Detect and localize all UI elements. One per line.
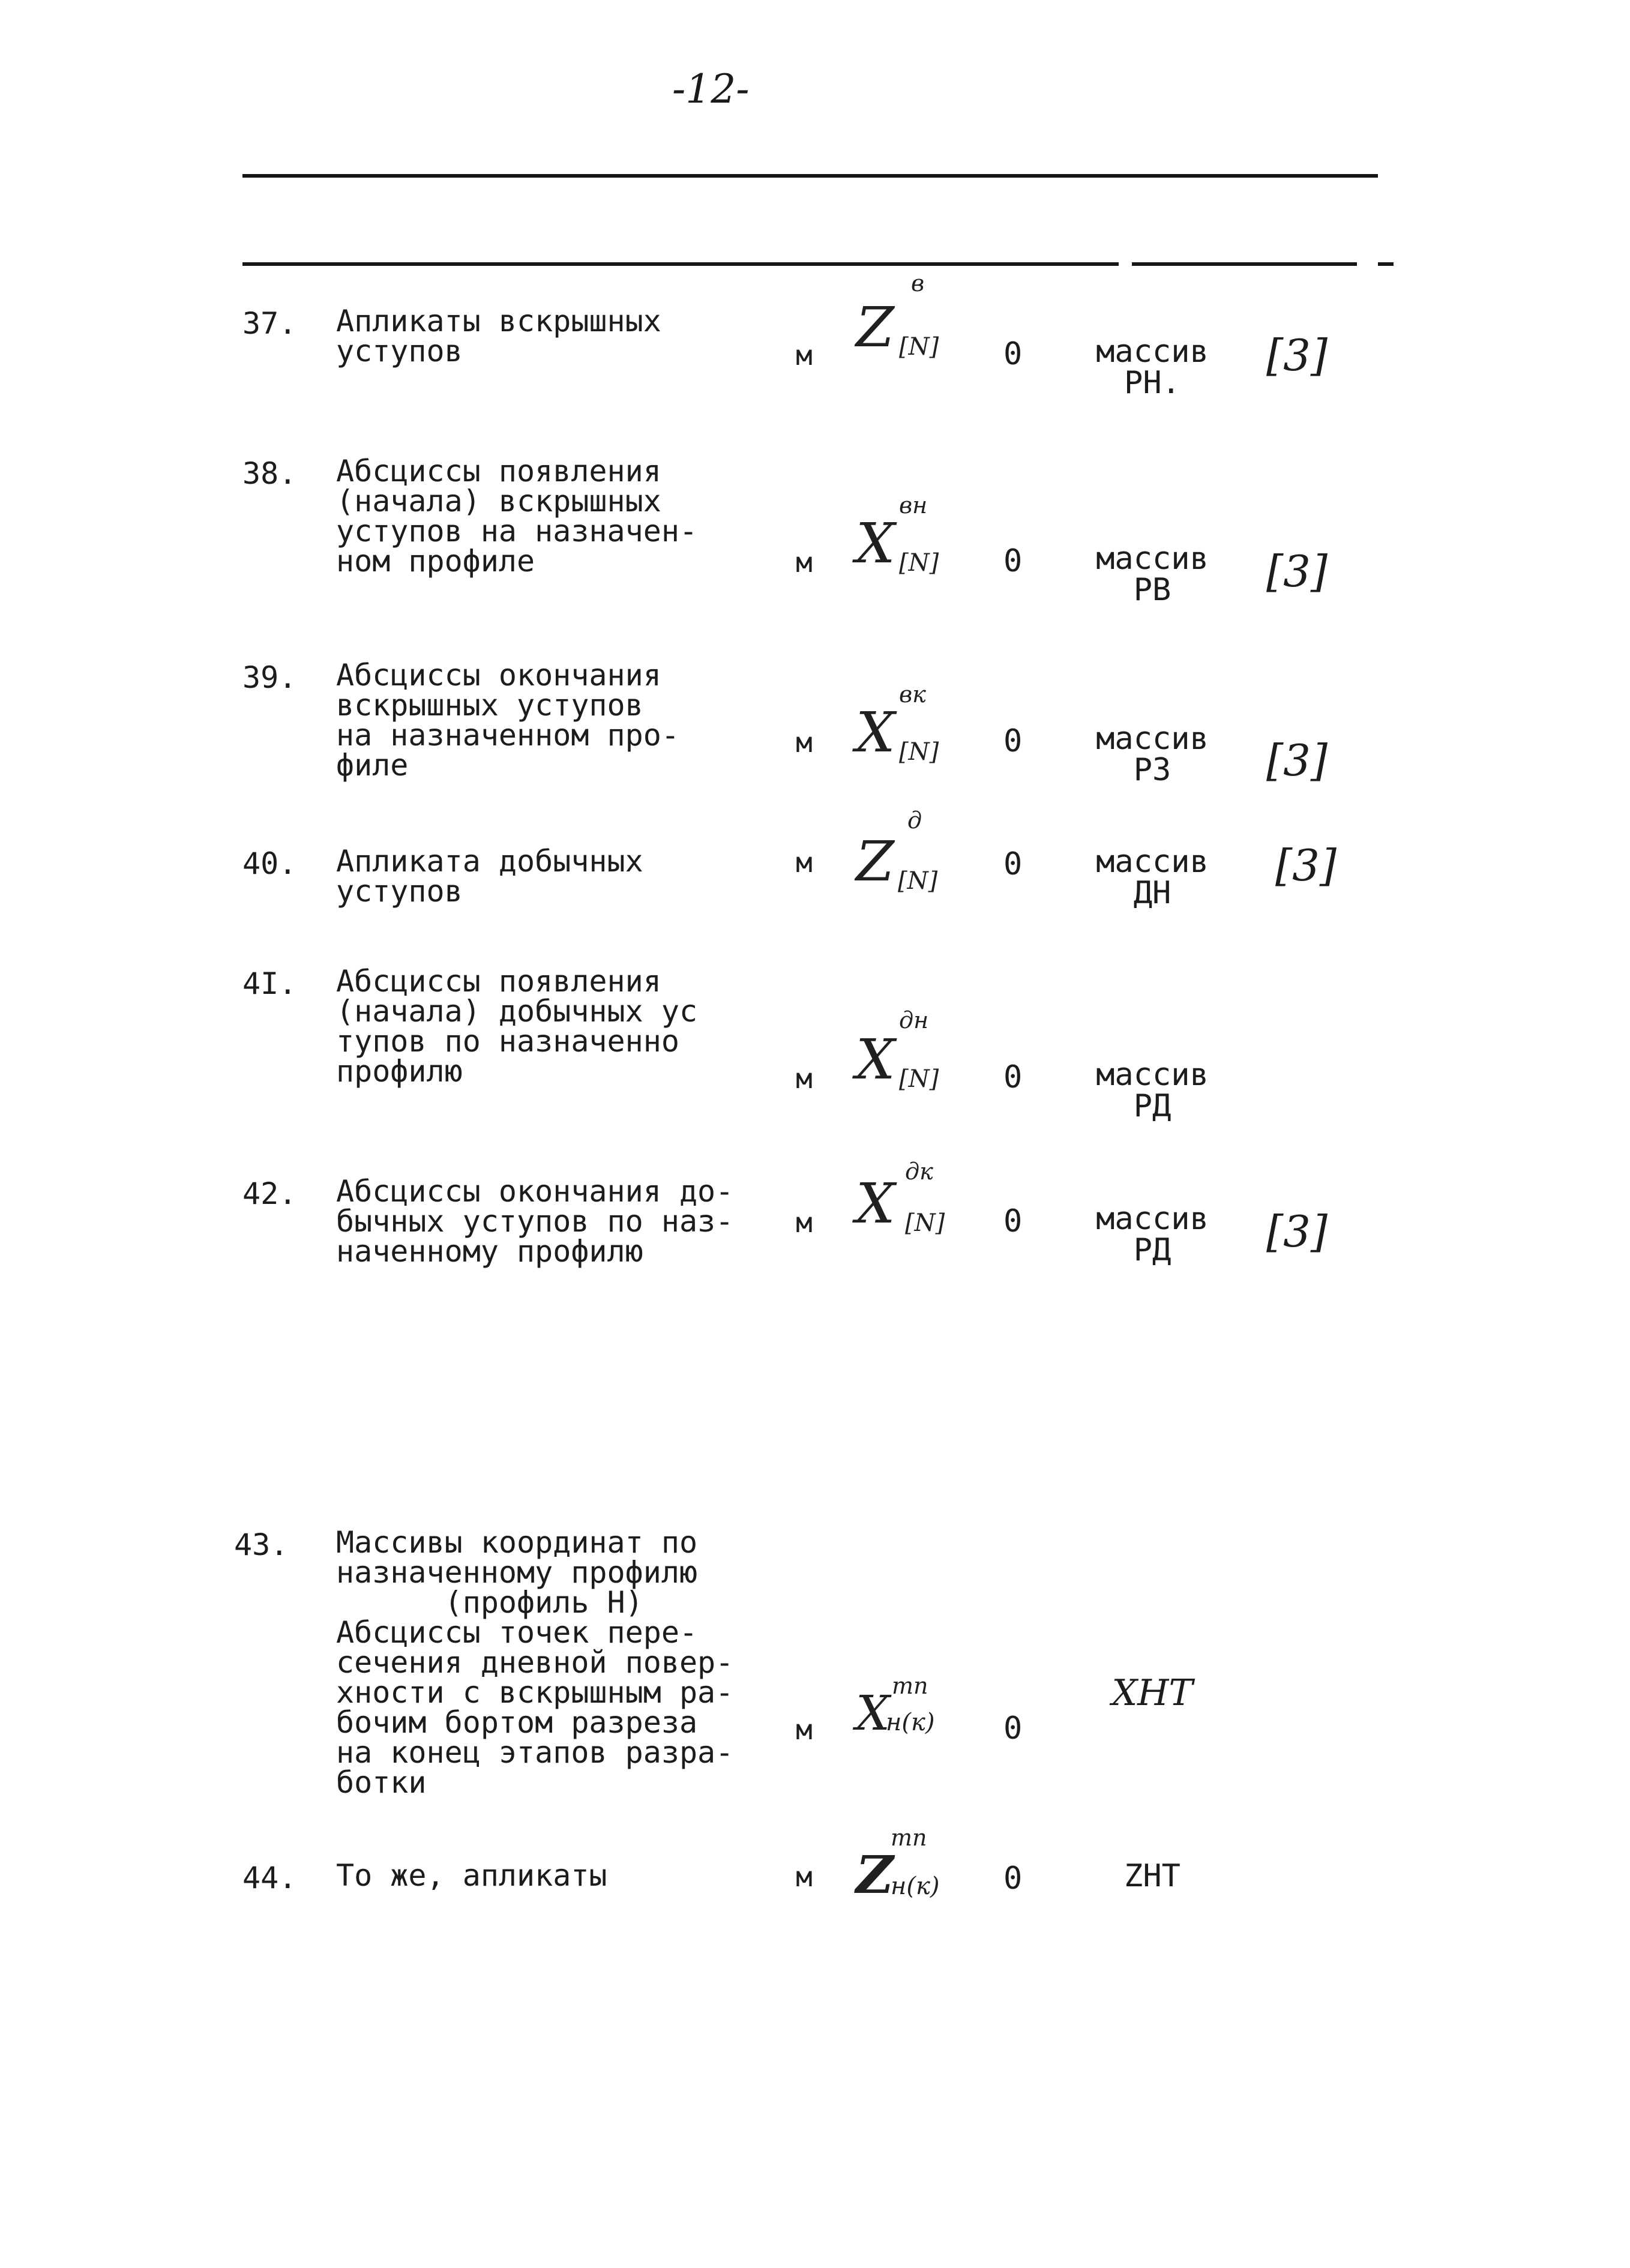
row-number: 43. [234, 1527, 289, 1562]
symbol-subscript: [N] [898, 867, 938, 895]
row-identifier: XНТ [1111, 1672, 1193, 1714]
row-number: 38. [242, 456, 297, 491]
row-number: 39. [242, 660, 297, 695]
row-number: 4I. [242, 966, 297, 1001]
row-unit: м [796, 846, 813, 879]
row-symbol [856, 1007, 939, 1093]
row-number: 37. [242, 306, 297, 341]
row-description: Абсциссы окончания до- бычных уступов по наз- наченному профилю [336, 1174, 734, 1269]
row-reference: [3] [1275, 840, 1337, 891]
row-symbol [856, 1824, 940, 1906]
row-identifier: ZНТ [1124, 1858, 1180, 1894]
symbol-subscript: [N] [899, 333, 939, 361]
row-initial-value: 0 [1003, 846, 1023, 882]
row-unit: м [796, 546, 813, 579]
row-initial-value: 0 [1003, 723, 1023, 759]
row-description: Апликаты вскрышных уступов [336, 304, 661, 368]
symbol-subscript: [N] [899, 549, 939, 577]
row-initial-value: 0 [1003, 1203, 1023, 1239]
symbol-subscript: [N] [899, 738, 939, 766]
symbol-subscript: н(к) [886, 1709, 935, 1736]
symbol-subscript: [N] [899, 1065, 939, 1093]
header-rule-top [242, 174, 1378, 178]
row-description: Абсциссы окончания вскрышных уступов на назначенном про- филе [336, 658, 679, 783]
symbol-base: X [856, 511, 895, 576]
page-number: -12- [672, 66, 750, 112]
row-unit: м [796, 1062, 813, 1095]
header-rule-segment [1132, 262, 1357, 266]
row-symbol [856, 681, 939, 766]
symbol-subscript: н(к) [891, 1872, 940, 1900]
symbol-base: Z [856, 829, 894, 894]
row-identifier: массив РД [1096, 1201, 1209, 1268]
row-unit: м [796, 1713, 813, 1746]
symbol-superscript: в [911, 270, 925, 296]
row-description: Абсциссы появления (начала) добычных ус тупов по назначенно профилю [336, 964, 698, 1089]
row-identifier: массив РВ [1096, 541, 1209, 608]
symbol-superscript: вн [899, 492, 928, 519]
row-description: То же, апликаты [336, 1858, 607, 1893]
row-initial-value: 0 [1003, 543, 1023, 579]
row-identifier: массив РН. [1096, 334, 1209, 401]
symbol-superscript: д [907, 807, 922, 834]
row-reference: [3] [1266, 330, 1328, 381]
row-identifier: массив РЗ [1096, 721, 1209, 788]
row-reference: [3] [1266, 546, 1328, 597]
symbol-subscript: [N] [905, 1209, 945, 1237]
row-unit: м [796, 339, 813, 371]
row-unit: м [796, 1860, 813, 1893]
row-description: Апликата добычных уступов [336, 844, 643, 909]
symbol-base: Z [856, 1845, 894, 1906]
symbol-superscript: тп [891, 1824, 927, 1851]
row-initial-value: 0 [1003, 336, 1023, 372]
row-number: 40. [242, 846, 297, 881]
row-description: Абсциссы появления (начала) вскрышных уступов на назначен- ном профиле [336, 454, 698, 579]
symbol-superscript: дн [899, 1007, 929, 1033]
row-symbol [856, 1158, 945, 1237]
row-reference: [3] [1266, 1206, 1328, 1257]
row-initial-value: 0 [1003, 1059, 1023, 1095]
header-rule-dash [1378, 262, 1394, 266]
symbol-superscript: вк [899, 681, 926, 708]
row-initial-value: 0 [1003, 1710, 1023, 1746]
symbol-base: X [856, 1172, 895, 1236]
row-description: Массивы координат по назначенному профилю (профиль Н) Абсциссы точек пере- сечения дневной повер- хности с вскрышным ра- бочим бортом разреза на конец этапов разра- ботки [336, 1525, 734, 1800]
symbol-base: X [856, 1685, 890, 1741]
row-reference: [3] [1266, 735, 1328, 786]
row-symbol [856, 1673, 935, 1741]
row-symbol [856, 807, 938, 895]
symbol-base: Z [856, 295, 894, 359]
row-initial-value: 0 [1003, 1860, 1023, 1897]
row-identifier: массив РД [1096, 1057, 1209, 1124]
row-symbol [856, 492, 939, 577]
symbol-superscript: дк [905, 1158, 933, 1185]
row-number: 42. [242, 1176, 297, 1211]
header-rule-bottom [242, 262, 1119, 266]
symbol-base: X [856, 1027, 895, 1092]
row-unit: м [796, 1206, 813, 1239]
row-number: 44. [242, 1860, 297, 1895]
symbol-superscript: тп [892, 1673, 928, 1699]
row-unit: м [796, 726, 813, 759]
symbol-base: X [856, 700, 895, 765]
row-identifier: массив ДН [1096, 844, 1209, 911]
row-symbol [856, 270, 939, 361]
